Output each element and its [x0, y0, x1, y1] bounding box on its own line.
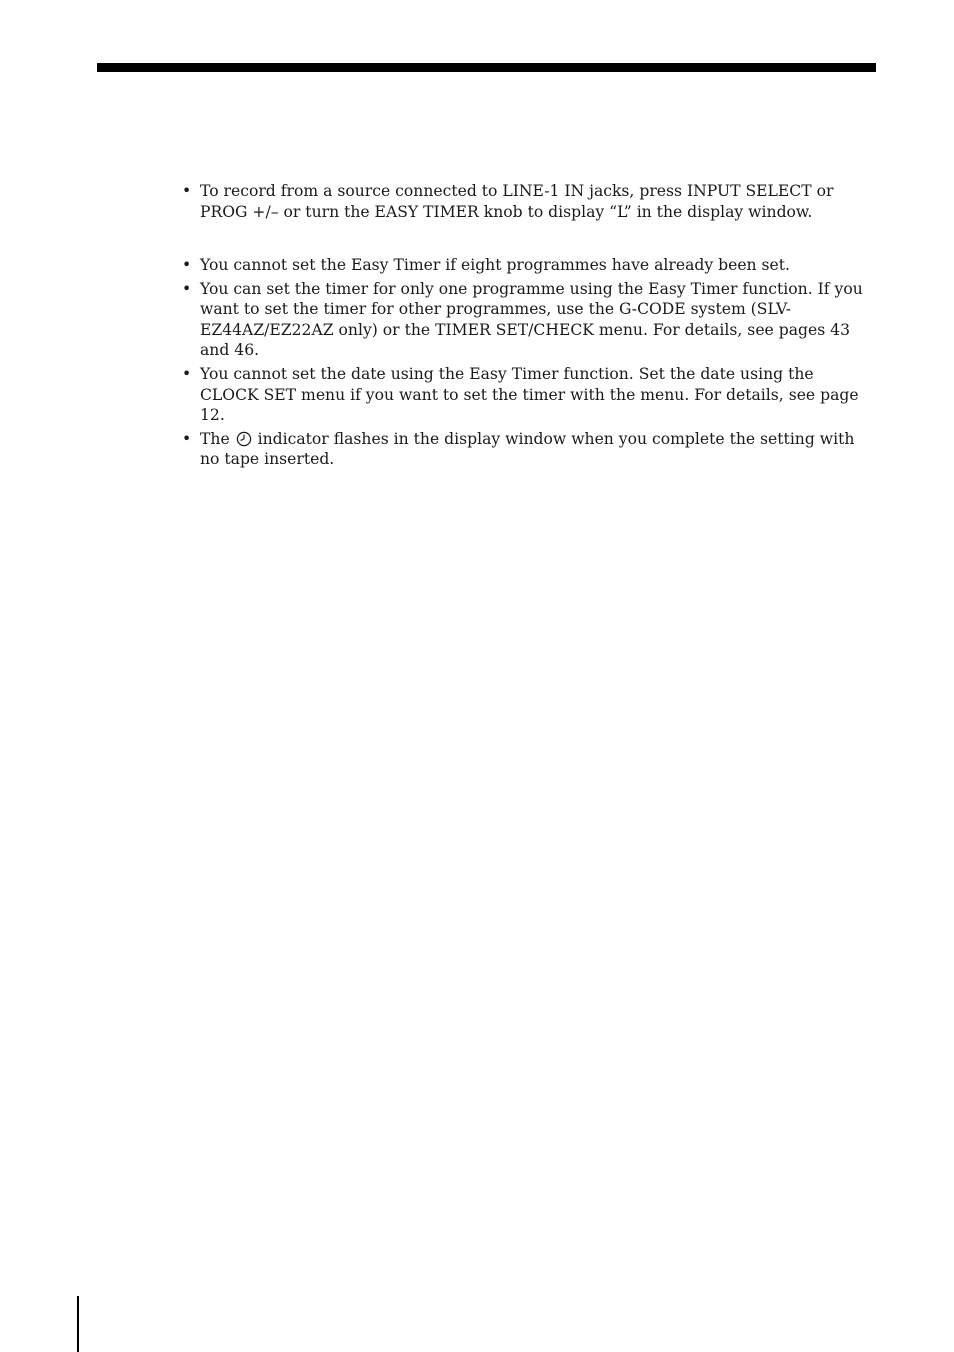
header-rule	[97, 63, 876, 72]
note-item	[180, 429, 874, 470]
bullet: •	[182, 364, 192, 383]
notes-list-easy-timer	[180, 255, 874, 473]
note-text: You cannot set the date using the Easy Timer function. Set the date using the CLOCK SET menu if you want to set the timer with the menu. For details, see page 12.	[200, 364, 859, 425]
bullet: •	[182, 182, 192, 200]
note-item	[180, 181, 874, 222]
bullet: •	[182, 256, 192, 274]
note-text: You can set the timer for only one programme using the Easy Timer function. If you want to set the timer for other programmes, use the G-CODE system (SLV-EZ44AZ/EZ22AZ only) or the TIMER SET/CHECK menu. For details, see pages 43 and 46.	[200, 279, 863, 360]
timer-clock-icon	[236, 431, 252, 447]
bullet: •	[182, 279, 192, 298]
note-text: You cannot set the Easy Timer if eight programmes have already been set.	[200, 256, 791, 274]
note-item	[180, 364, 874, 426]
note-item	[180, 255, 874, 276]
note-text: To record from a source connected to LINE-1 IN jacks, press INPUT SELECT or PROG +/– or turn the EASY TIMER knob to display “L” in the display window.	[200, 182, 834, 221]
note-text-before-icon: The	[200, 429, 230, 448]
margin-rule	[77, 1296, 79, 1352]
bullet: •	[182, 429, 192, 448]
note-text-after-icon: indicator flashes in the display window when you complete the setting with no tape inserted.	[200, 429, 855, 469]
note-item	[180, 279, 874, 361]
notes-list-recording-source	[180, 181, 874, 225]
